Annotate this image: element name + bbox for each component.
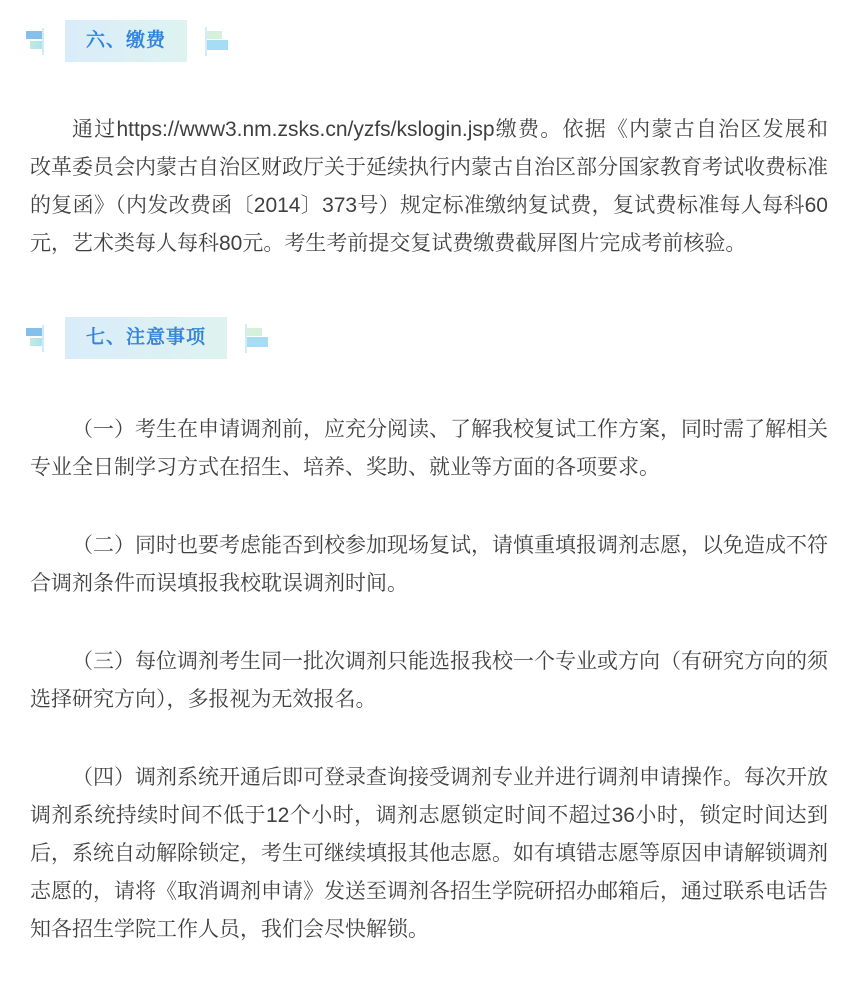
header-decoration-right-icon [205,27,228,56]
section-title-notes: 七、注意事项 [65,317,227,359]
section-header-payment [25,20,860,62]
decoration-bar-top [26,31,42,39]
decoration-bar-bottom [207,40,228,50]
header-decoration-right-icon [245,324,268,353]
section-title-payment: 六、缴费 [65,20,187,62]
header-decoration-left-icon [25,28,44,55]
decoration-line [42,28,44,55]
decoration-bar-top [207,31,222,39]
note-paragraph-4: （四）调剂系统开通后即可登录查询接受调剂专业并进行调剂申请操作。每次开放调剂系统持续时间不低于12个小时，调剂志愿锁定时间不超过36小时，锁定时间达到后，系统自动解除锁定，考生可继续填报其他志愿。如有填错志愿等原因申请解锁调剂志愿的，请将《取消调剂申请》发送至调剂各招生学院研招办邮箱后，通过联系电话告知各招生学院工作人员，我们会尽快解锁。 [30,766,828,941]
note-paragraph-1: （一）考生在申请调剂前，应充分阅读、了解我校复试工作方案，同时需了解相关专业全日制学习方式在招生、培养、奖助、就业等方面的各项要求。 [30,418,828,479]
payment-paragraph: 通过https://www3.nm.zsks.cn/yzfs/kslogin.jsp缴费。依据《内蒙古自治区发展和改革委员会内蒙古自治区财政厅关于延续执行内蒙古自治区部分国家教育考试收费标准的复函》（内发改费函〔2014〕373号）规定标准缴纳复试费，复试费标准每人每科60元，艺术类每人每科80元。考生考前提交复试费缴费截屏图片完成考前核验。 [30,118,828,255]
note-paragraph-2: （二）同时也要考虑能否到校参加现场复试，请慎重填报调剂志愿，以免造成不符合调剂条件而误填报我校耽误调剂时间。 [30,534,828,595]
decoration-line [42,325,44,352]
decoration-bar-top [26,328,42,336]
decoration-bar-bottom [30,41,42,49]
note-paragraph-3: （三）每位调剂考生同一批次调剂只能选报我校一个专业或方向（有研究方向的须选择研究方向），多报视为无效报名。 [30,650,828,711]
decoration-bar-bottom [30,338,42,346]
header-decoration-left-icon [25,325,44,352]
section-header-notes [25,317,860,359]
decoration-bar-top [247,328,262,336]
decoration-bar-bottom [247,337,268,347]
